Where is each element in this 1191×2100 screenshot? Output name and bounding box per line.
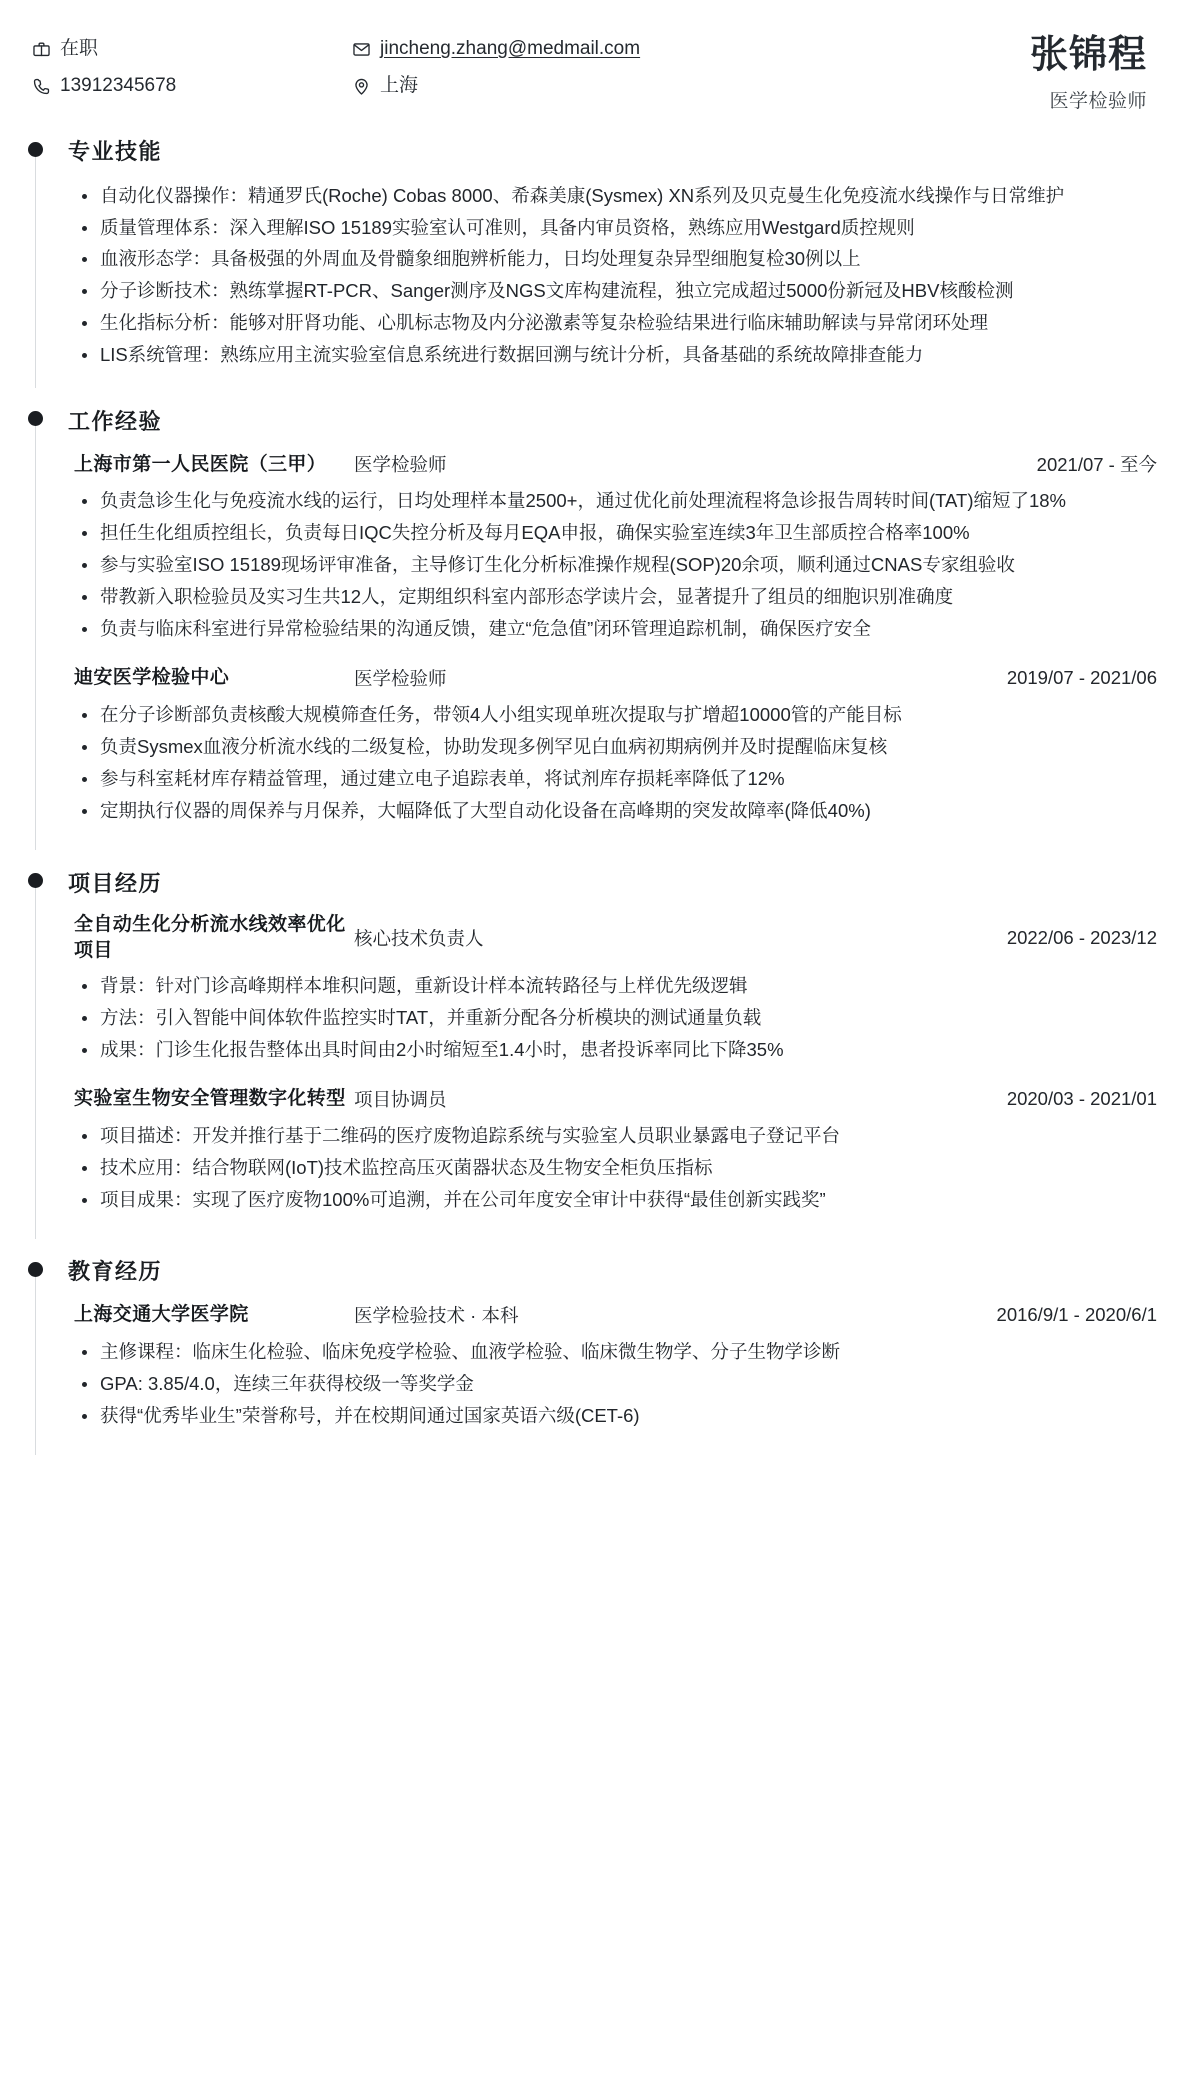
section-education-body [68,1301,1157,1461]
work-entry-date: 2019/07 - 2021/06 [1006,667,1157,689]
project-entry [74,1085,1157,1215]
list-item: 分子诊断技术：熟练掌握RT-PCR、Sanger测序及NGS文库构建流程，独立完成超过5000份新冠及HBV核酸检测 [74,276,1157,306]
list-item: 质量管理体系：深入理解ISO 15189实验室认可准则，具备内审员资格，熟练应用Westgard质控规则 [74,213,1157,243]
work-entry-bullets [74,700,1157,826]
location-pin-icon [352,77,371,96]
education-entry-header [74,1301,1157,1329]
project-entry-bullets [74,1121,1157,1215]
section-skills-body [68,181,1157,395]
section-bullet-icon [28,1262,43,1277]
list-item: 自动化仪器操作：精通罗氏(Roche) Cobas 8000、希森美康(Sysmex) XN系列及贝克曼生化免疫流水线操作与日常维护 [74,181,1157,211]
phone-row [32,75,352,98]
work-entry [74,450,1157,644]
education-entry-bullets [74,1337,1157,1431]
section-timeline-rail [35,888,36,1239]
list-item: 负责Sysmex血液分析流水线的二级复检，协助发现多例罕见白血病初期病例并及时提醒临床复核 [74,732,1157,762]
project-entry-date: 2022/06 - 2023/12 [1006,926,1157,948]
email-link[interactable]: jincheng.zhang@medmail.com [380,38,641,59]
project-entry [74,912,1157,1065]
section-timeline-rail [35,1277,36,1455]
section-work-experience [22,400,1157,856]
list-item: 参与实验室ISO 15189现场评审准备，主导修订生化分析标准操作规程(SOP)20余项，顺利通过CNAS专家组验收 [74,550,1157,580]
list-item: 项目描述：开发并推行基于二维码的医疗废物追踪系统与实验室人员职业暴露电子登记平台 [74,1121,1157,1151]
phone-icon [32,77,51,96]
education-entry-school: 上海交通大学医学院 [74,1304,249,1326]
list-item: 负责急诊生化与免疫流水线的运行，日均处理样本量2500+，通过优化前处理流程将急诊报告周转时间(TAT)缩短了18% [74,486,1157,516]
education-entry [74,1301,1157,1431]
education-entry-date: 2016/9/1 - 2020/6/1 [996,1303,1157,1325]
project-entry-name: 全自动生化分析流水线效率优化项目 [74,914,346,961]
section-education-title: 教育经历 [68,1259,163,1285]
briefcase-icon [32,40,51,59]
project-entry-role: 项目协调员 [354,1088,447,1110]
skills-list [74,181,1157,371]
work-entry-org: 迪安医学检验中心 [74,667,230,689]
list-item: 带教新入职检验员及实习生共12人，定期组织科室内部形态学读片会，显著提升了组员的细胞识别准确度 [74,582,1157,612]
list-item: 项目成果：实现了医疗废物100%可追溯，并在公司年度安全审计中获得“最佳创新实践奖” [74,1185,1157,1215]
list-item: 生化指标分析：能够对肝肾功能、心肌标志物及内分泌激素等复杂检验结果进行临床辅助解读与异常闭环处理 [74,308,1157,338]
list-item: 背景：针对门诊高峰期样本堆积问题，重新设计样本流转路径与上样优先级逻辑 [74,971,1157,1001]
employment-status [32,38,352,61]
list-item: 技术应用：结合物联网(IoT)技术监控高压灭菌器状态及生物安全柜负压指标 [74,1153,1157,1183]
contact-column-left [32,34,352,98]
work-entry-bullets [74,486,1157,644]
section-work-body [68,450,1157,856]
section-skills-title: 专业技能 [68,139,163,165]
section-work-title: 工作经验 [68,408,163,434]
section-skills-header [68,131,1157,171]
candidate-job-title: 医学检验师 [1049,90,1147,112]
email-row [352,38,772,61]
section-timeline-rail [35,426,36,850]
work-entry-header [74,664,1157,692]
section-projects-title: 项目经历 [68,870,163,896]
section-timeline-rail [35,157,36,389]
list-item: 担任生化组质控组长，负责每日IQC失控分析及每月EQA申报，确保实验室连续3年卫生部质控合格率100% [74,518,1157,548]
contact-column-middle [352,34,772,98]
work-entry-date: 2021/07 - 至今 [1036,454,1157,476]
project-entry-bullets [74,971,1157,1065]
mail-icon [352,40,371,59]
work-entry-role: 医学检验师 [354,454,447,476]
list-item: LIS系统管理：熟练应用主流实验室信息系统进行数据回溯与统计分析，具备基础的系统故障排查能力 [74,340,1157,370]
project-entry-name: 实验室生物安全管理数字化转型 [74,1088,346,1110]
list-item: 方法：引入智能中间体软件监控实时TAT，并重新分配各分析模块的测试通量负载 [74,1003,1157,1033]
section-work-header [68,400,1157,440]
project-entry-header [74,912,1157,963]
location-row [352,75,772,98]
section-projects [22,862,1157,1245]
project-entry-header [74,1085,1157,1113]
list-item: 参与科室耗材库存精益管理，通过建立电子追踪表单，将试剂库存损耗率降低了12% [74,764,1157,794]
phone-number: 13912345678 [60,74,177,96]
work-entry-org: 上海市第一人民医院（三甲） [74,453,327,475]
candidate-name: 张锦程 [1029,34,1147,76]
section-education [22,1251,1157,1461]
list-item: 血液形态学：具备极强的外周血及骨髓象细胞辨析能力，日均处理复杂异型细胞复检30例以上 [74,244,1157,274]
location-text: 上海 [380,74,419,96]
list-item: 主修课程：临床生化检验、临床免疫学检验、血液学检验、临床微生物学、分子生物学诊断 [74,1337,1157,1367]
work-entry [74,664,1157,826]
employment-status-text: 在职 [60,38,99,59]
section-bullet-icon [28,142,43,157]
section-skills [22,131,1157,395]
education-entry-major: 医学检验技术 · 本科 [354,1304,519,1326]
list-item: 负责与临床科室进行异常检验结果的沟通反馈，建立“危急值”闭环管理追踪机制，确保医疗安全 [74,614,1157,644]
list-item: 获得“优秀毕业生”荣誉称号，并在校期间通过国家英语六级(CET-6) [74,1401,1157,1431]
project-entry-role: 核心技术负责人 [354,927,484,949]
project-entry-date: 2020/03 - 2021/01 [1006,1087,1157,1109]
list-item: GPA: 3.85/4.0，连续三年获得校级一等奖学金 [74,1369,1157,1399]
resume-header [22,26,1157,131]
list-item: 在分子诊断部负责核酸大规模筛查任务，带领4人小组实现单班次提取与扩增超10000管的产能目标 [74,700,1157,730]
work-entry-role: 医学检验师 [354,668,447,690]
name-block [1030,34,1157,113]
work-entry-header [74,450,1157,478]
section-bullet-icon [28,411,43,426]
section-education-header [68,1251,1157,1291]
list-item: 定期执行仪器的周保养与月保养，大幅降低了大型自动化设备在高峰期的突发故障率(降低40%) [74,796,1157,826]
section-projects-header [68,862,1157,902]
list-item: 成果：门诊生化报告整体出具时间由2小时缩短至1.4小时，患者投诉率同比下降35% [74,1035,1157,1065]
section-projects-body [68,912,1157,1245]
section-bullet-icon [28,873,43,888]
